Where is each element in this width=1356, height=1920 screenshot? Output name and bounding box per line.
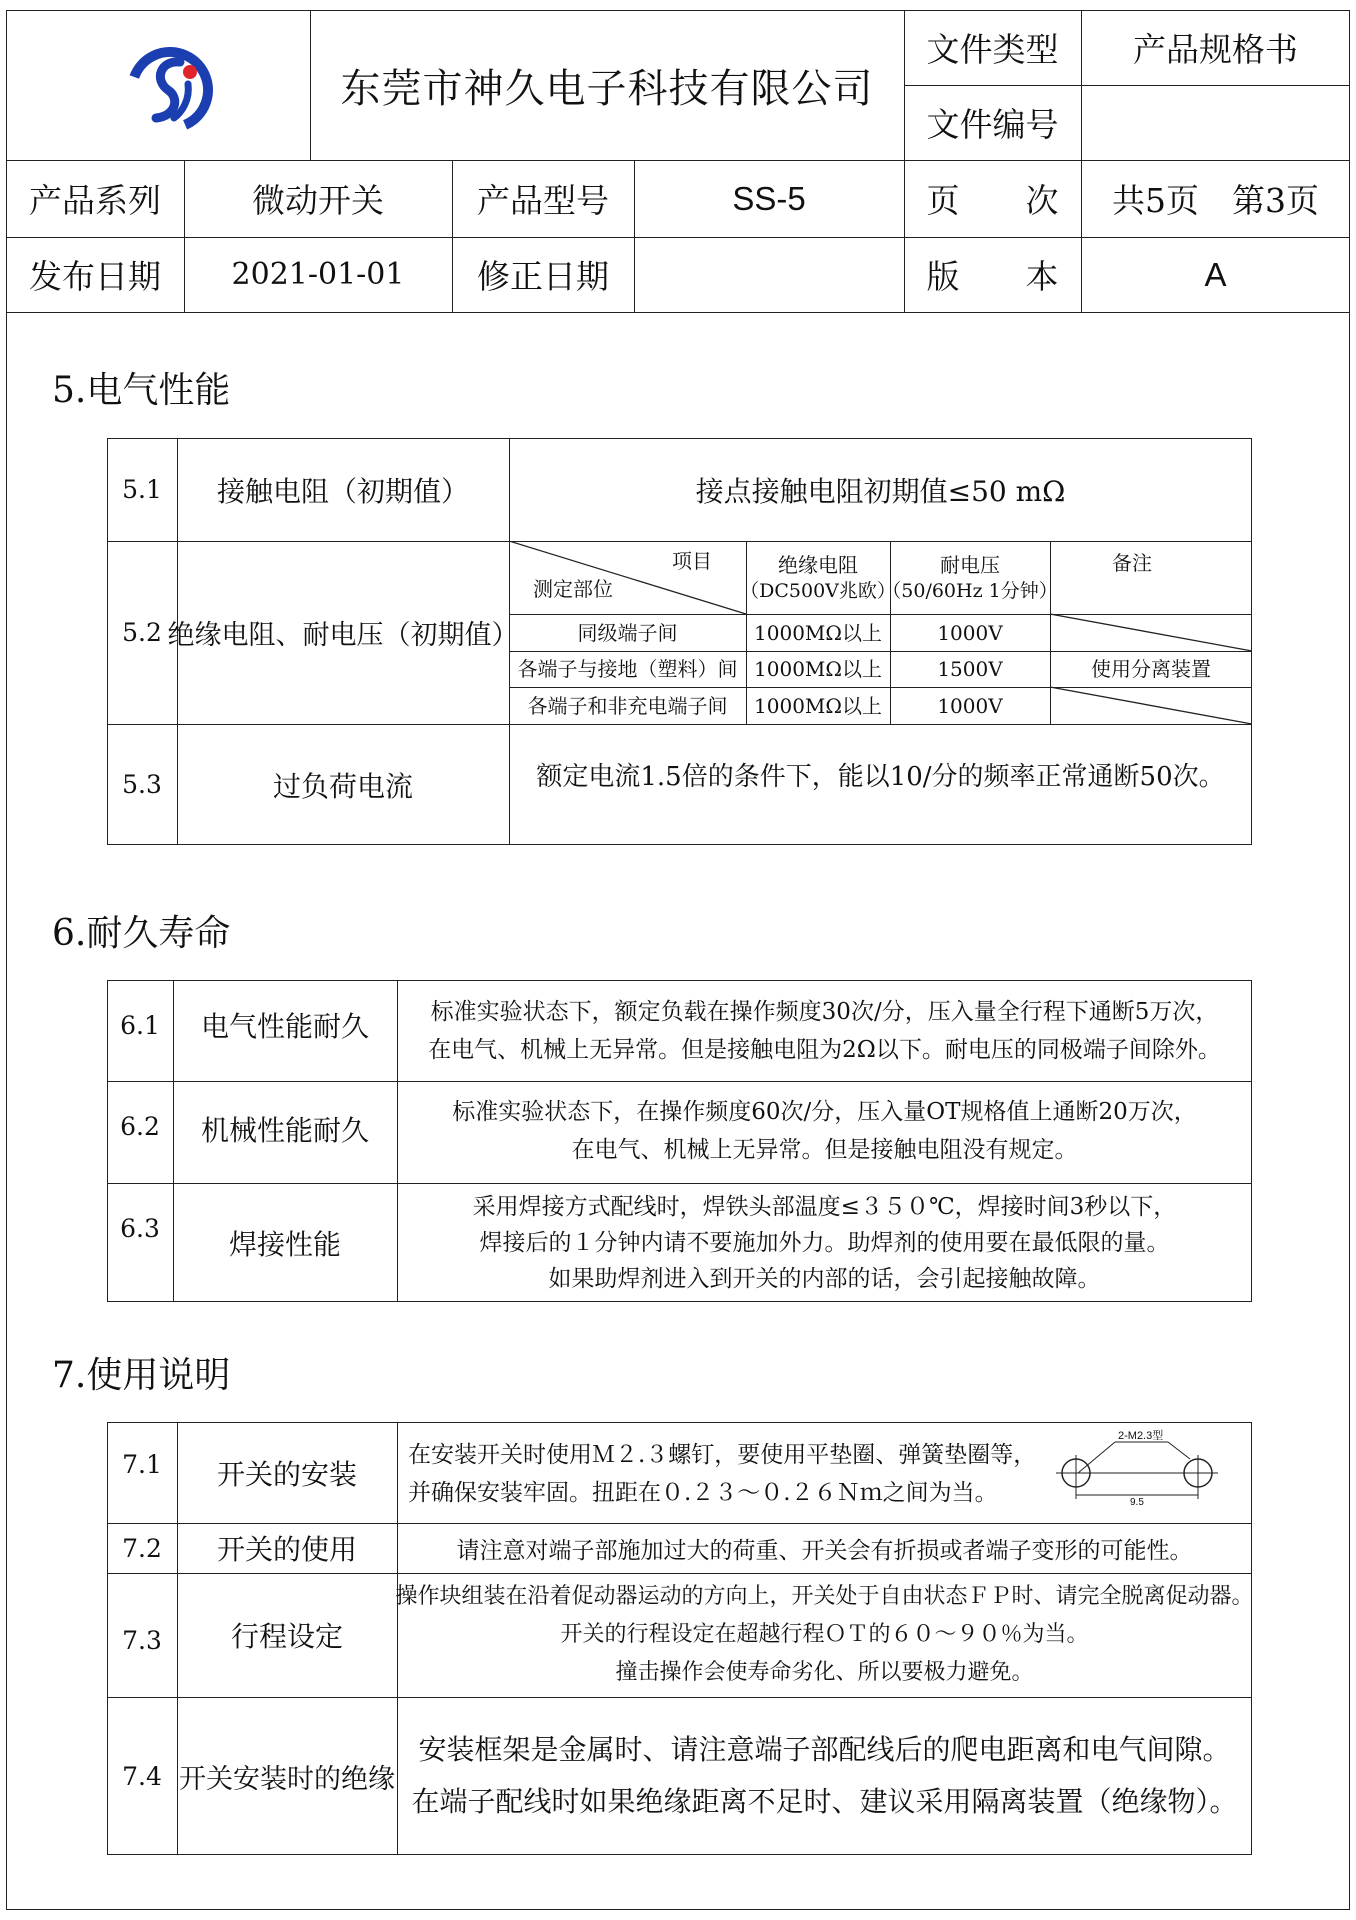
row-number: 5.3 (122, 770, 162, 799)
doc-type-label: 文件类型 (926, 30, 1059, 69)
insulation-cell: 1000MΩ以上 (754, 620, 882, 645)
voltage-cell: 1500V (937, 657, 1003, 681)
value-line: 在电气、机械上无异常。但是接触电阻为2Ω以下。耐电压的同极端子间除外。 (428, 1037, 1221, 1063)
head-insulation-line: 绝缘电阻 (778, 553, 858, 577)
value-line: 安装框架是金属时、请注意端子部配线后的爬电距离和电气间隙。 (418, 1733, 1231, 1766)
insulation-cell: 1000MΩ以上 (754, 657, 882, 681)
doc-type-value: 产品规格书 (1133, 30, 1298, 69)
company-name: 东莞市神久电子科技有限公司 (340, 65, 874, 112)
value-line: 开关的行程设定在超越行程ＯＴ的６０～９０％为当。 (560, 1622, 1089, 1647)
row-number: 6.1 (120, 1010, 160, 1040)
company-logo (120, 40, 220, 140)
head-part: 测定部位 (533, 577, 613, 601)
row-value (397, 1185, 1252, 1300)
value-line: 标准实验状态下，在操作频度60次/分，压入量OT规格值上通断20万次， (452, 1099, 1197, 1125)
head-insulation-line: （DC500V兆欧） (740, 580, 896, 602)
value-line: 操作块组装在沿着促动器运动的方向上，开关处于自由状态ＦＰ时、请完全脱离促动器。 (395, 1584, 1254, 1609)
row-label: 开关的安装 (216, 1457, 357, 1491)
header-line (6, 312, 1350, 313)
row-label: 接触电阻（初期值） (216, 474, 469, 508)
row-value (397, 1697, 1252, 1855)
fig-label: 2-M2.3型 (1118, 1430, 1164, 1442)
value-line: 标准实验状态下，额定负载在操作频度30次/分，压入量全行程下通断5万次， (430, 999, 1219, 1025)
row-number: 6.2 (120, 1111, 160, 1141)
row-label: 机械性能耐久 (200, 1114, 369, 1147)
row-label: 开关安装时的绝缘 (179, 1763, 395, 1795)
page-label: 页 次 (926, 181, 1059, 220)
row-number: 5.1 (122, 475, 162, 504)
section-7-title: 7.使用说明 (52, 1355, 231, 1396)
row-number: 7.2 (122, 1533, 162, 1563)
part-cell: 各端子和非充电端子间 (527, 693, 728, 718)
head-voltage (882, 548, 1058, 608)
insulation-cell: 1000MΩ以上 (754, 693, 882, 718)
head-voltage-line: （50/60Hz 1分钟） (882, 580, 1058, 602)
row-label: 电气性能耐久 (200, 1010, 369, 1043)
value-line: 在安装开关时使用Ｍ２.３螺钉，要使用平垫圈、弹簧垫圈等， (408, 1442, 1037, 1468)
value-line: 采用焊接方式配线时，焊铁头部温度≤３５０℃，焊接时间3秒以下， (472, 1193, 1177, 1220)
row-value (397, 1575, 1252, 1695)
row-label: 开关的使用 (216, 1533, 357, 1566)
row-number: 7.3 (122, 1625, 162, 1655)
row-number: 7.1 (122, 1450, 162, 1479)
row-label: 焊接性能 (228, 1227, 341, 1261)
rev-date-label: 修正日期 (477, 257, 609, 296)
section-5-title: 5.电气性能 (52, 370, 231, 411)
voltage-cell: 1000V (937, 693, 1003, 718)
row-value (397, 990, 1252, 1072)
value-line: 并确保安装牢固。扭距在０.２３～０.２６Ｎｍ之间为当。 (408, 1480, 998, 1506)
row-value (408, 1436, 1048, 1512)
head-voltage-line: 耐电压 (940, 553, 1000, 577)
fig-dim: 9.5 (1130, 1497, 1144, 1508)
row-value: 接点接触电阻初期值≤50 mΩ (695, 474, 1066, 508)
mounting-hole-diagram (1050, 1425, 1240, 1510)
voltage-cell: 1000V (937, 620, 1003, 645)
series-value: 微动开关 (252, 181, 384, 220)
value-line: 焊接后的１分钟内请不要施加外力。助焊剂的使用要在最低限的量。 (479, 1229, 1170, 1256)
date-label: 发布日期 (29, 257, 161, 296)
section-6-title: 6.耐久寿命 (52, 913, 231, 954)
row-value (397, 1089, 1252, 1173)
row-label: 行程设定 (230, 1620, 343, 1653)
rev-date-value (634, 237, 904, 312)
row-value: 额定电流1.5倍的条件下，能以10/分的频率正常通断50次。 (536, 761, 1225, 792)
head-note: 备注 (1112, 551, 1152, 575)
row-number: 5.2 (122, 618, 162, 647)
head-insulation (740, 548, 896, 608)
row-number: 6.3 (120, 1213, 160, 1243)
part-cell: 同级端子间 (577, 620, 678, 645)
series-label: 产品系列 (29, 181, 161, 220)
model-value: SS-5 (732, 179, 806, 217)
row-label: 绝缘电阻、耐电压（初期值） (167, 620, 519, 651)
part-cell: 各端子与接地（塑料）间 (517, 657, 738, 681)
date-value: 2021-01-01 (231, 257, 405, 292)
version-label: 版 本 (926, 257, 1059, 296)
value-line: 如果助焊剂进入到开关的内部的话，会引起接触故障。 (548, 1265, 1101, 1292)
doc-no-value (1081, 85, 1350, 160)
doc-no-label: 文件编号 (926, 105, 1059, 144)
value-line: 在端子配线时如果绝缘距离不足时、建议采用隔离装置（绝缘物）。 (411, 1785, 1238, 1818)
model-label: 产品型号 (477, 181, 609, 220)
value-line: 撞击操作会使寿命劣化、所以要极力避免。 (615, 1660, 1034, 1685)
note-cell: 使用分离装置 (1091, 657, 1211, 681)
head-item: 项目 (672, 549, 712, 573)
value-line: 在电气、机械上无异常。但是接触电阻没有规定。 (571, 1137, 1078, 1163)
page-value: 共5页 第3页 (1112, 181, 1319, 220)
row-label: 过负荷电流 (272, 769, 413, 803)
row-number: 7.4 (122, 1761, 162, 1791)
version-value: A (1204, 255, 1227, 293)
row-value: 请注意对端子部施加过大的荷重、开关会有折损或者端子变形的可能性。 (456, 1537, 1193, 1564)
